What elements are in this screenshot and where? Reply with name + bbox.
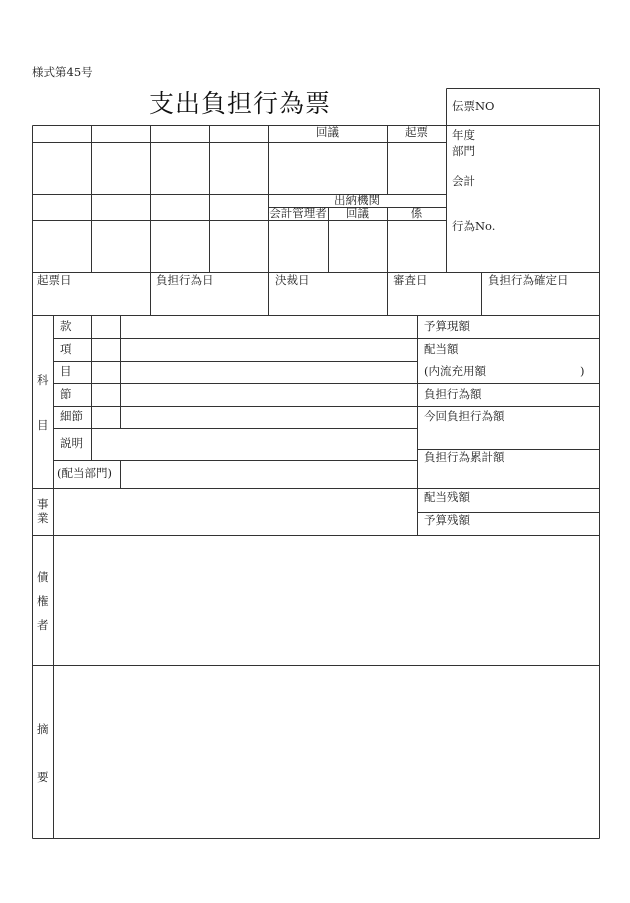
- internal-transfer-label: (内流充用額: [424, 364, 486, 378]
- accounting-manager-header: 会計管理者: [269, 206, 327, 220]
- circulation-header: 回議: [316, 125, 339, 139]
- kan-label: 款: [60, 319, 72, 333]
- allocated-department-label: (配当部門): [57, 466, 112, 480]
- fiscal-year-label: 年度: [452, 128, 475, 142]
- decision-date-label: 決裁日: [275, 273, 310, 287]
- allocation-remaining-label: 配当残額: [424, 490, 470, 504]
- subject-side-label-1: 科: [37, 373, 49, 387]
- creditor-side-label-3: 者: [37, 618, 49, 632]
- commitment-confirm-date-label: 負担行為確定日: [488, 273, 569, 287]
- treasury-circulation-header: 回議: [346, 206, 369, 220]
- budget-current-label: 予算現額: [424, 319, 470, 333]
- allocation-label: 配当額: [424, 342, 459, 356]
- draft-date-label: 起票日: [37, 273, 72, 287]
- form-number: 様式第45号: [32, 65, 93, 79]
- project-side-label-1: 事: [37, 497, 49, 511]
- subject-side-label-2: 目: [37, 418, 49, 432]
- slip-no-label: 伝票NO: [452, 99, 495, 113]
- audit-date-label: 審査日: [393, 273, 428, 287]
- commitment-amount-label: 負担行為額: [424, 387, 482, 401]
- treasury-header: 出納機関: [334, 193, 380, 207]
- saisetsu-label: 細節: [60, 409, 83, 423]
- moku-label: 目: [60, 364, 72, 378]
- setsu-label: 節: [60, 387, 72, 401]
- budget-remaining-label: 予算残額: [424, 513, 470, 527]
- creditor-side-label-1: 債: [37, 570, 49, 584]
- clerk-header: 係: [410, 206, 423, 220]
- drafter-header: 起票: [405, 125, 428, 139]
- department-label: 部門: [452, 144, 475, 158]
- page-title: 支出負担行為票: [148, 89, 331, 118]
- current-commitment-label: 今回負担行為額: [424, 409, 505, 423]
- summary-side-label-1: 摘: [37, 722, 49, 736]
- explanation-label: 説明: [60, 436, 83, 450]
- account-label: 会計: [452, 174, 475, 188]
- internal-transfer-close-paren: ): [580, 364, 585, 378]
- summary-side-label-2: 要: [37, 770, 49, 784]
- commitment-date-label: 負担行為日: [156, 273, 214, 287]
- creditor-side-label-2: 権: [37, 594, 49, 608]
- cumulative-commitment-label: 負担行為累計額: [424, 450, 505, 464]
- project-side-label-2: 業: [37, 511, 49, 525]
- kou-label: 項: [60, 342, 72, 356]
- act-no-label: 行為No.: [452, 219, 496, 233]
